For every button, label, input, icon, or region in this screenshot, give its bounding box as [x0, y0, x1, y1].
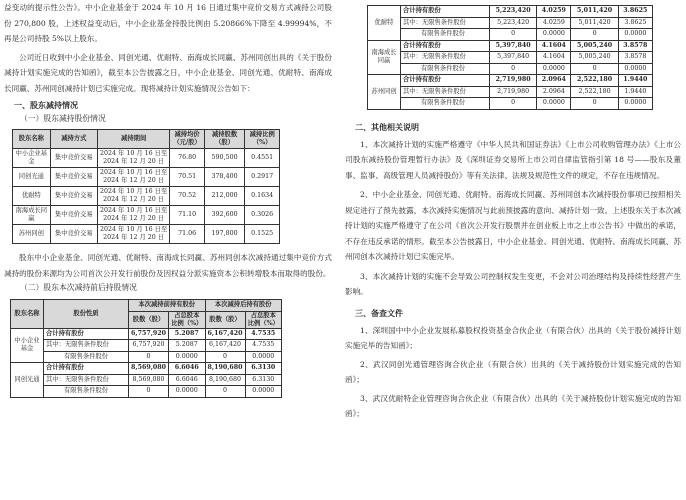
share-nature: 其中：无限售条件股份 [401, 86, 490, 98]
avg-price: 76.80 [170, 149, 204, 168]
before-ratio: 2.0964 [537, 75, 571, 87]
holder-name: 同创光通 [11, 363, 44, 398]
after-ratio: 3.8578 [618, 40, 652, 52]
before-shares: 0 [129, 386, 169, 398]
section-heading-other-notes: 二、其他相关说明 [355, 121, 419, 132]
holder-name: 优耐特 [368, 6, 401, 41]
avg-price: 71.10 [170, 206, 204, 225]
before-shares: 0 [490, 98, 537, 110]
before-ratio: 5.2087 [169, 340, 205, 352]
th-price: 减持均价（元/股） [170, 130, 204, 149]
table-row [13, 225, 280, 244]
before-ratio: 0.0000 [537, 29, 571, 41]
before-ratio: 6.6046 [169, 363, 205, 375]
before-shares: 0 [490, 29, 537, 41]
table-row [13, 187, 280, 206]
before-shares: 5,223,420 [490, 6, 537, 18]
holder-name: 同创光通 [13, 168, 51, 187]
note-2: 2、中小企业基金、同创光通、优耐特、南海成长同赢、苏州同创本次减持股份事项已按照相关规定进行了预先披露，本次减持实施情况与此前预披露的意向、减持计划一致。上述股东关于本次减持计划的实施严格遵守了在公司《首次公开发行股票并在创业板上市之上市公告书》中做出的承诺，不存在违反承诺的情形。截至本公告披露日，中小企业基金、同创光通、优耐特、南海成长同赢、苏州同创本次减持计划已实施完毕。 [345, 190, 681, 261]
share-nature: 合计持有股份 [401, 75, 490, 87]
before-ratio: 4.0259 [537, 6, 571, 18]
before-shares: 5,397,840 [490, 52, 537, 64]
after-ratio: 3.8625 [618, 17, 652, 29]
after-ratio: 4.7535 [245, 328, 281, 340]
after-shares: 0 [571, 29, 618, 41]
table-row [11, 363, 282, 375]
reduction-period: 2024 年 10 月 16 日至 2024 年 12 月 20 日 [97, 225, 169, 244]
th-period: 减持期间 [97, 130, 169, 149]
after-shares: 6,167,420 [205, 328, 245, 340]
before-shares: 2,719,980 [490, 86, 537, 98]
after-ratio: 0.0000 [618, 29, 652, 41]
after-shares: 2,522,180 [571, 86, 618, 98]
share-nature: 有限售条件股份 [44, 386, 129, 398]
after-shares: 8,190,680 [205, 363, 245, 375]
th-before-ratio: 占总股本比例（%） [169, 311, 205, 328]
before-ratio: 5.2087 [169, 328, 205, 340]
share-nature: 合计持有股份 [44, 328, 129, 340]
after-ratio: 0.0000 [618, 63, 652, 75]
after-shares: 6,167,420 [205, 340, 245, 352]
after-shares: 0 [571, 63, 618, 75]
holder-name: 优耐特 [13, 187, 51, 206]
before-ratio: 4.1604 [537, 40, 571, 52]
note-1: 1、本次减持计划的实施严格遵守《中华人民共和国证券法》《上市公司收购管理办法》《上市公司股东减持股份管理暂行办法》及《深圳证券交易所上市公司自律监管指引第 18 号——股东及董事、监事、高级管理人员减持股份》等有关法律、法规及规范性文件的规定，不存在违规情况。 [345, 139, 681, 180]
share-nature: 有限售条件股份 [44, 351, 129, 363]
share-nature: 其中：无限售条件股份 [44, 374, 129, 386]
before-ratio: 0.0000 [537, 63, 571, 75]
reduction-ratio: 0.2917 [245, 168, 280, 187]
holder-name: 南海成长同赢 [368, 40, 401, 75]
before-shares: 6,757,920 [129, 340, 169, 352]
th-after-ratio: 占总股本比例（%） [245, 311, 281, 328]
after-ratio: 6.3130 [245, 363, 281, 375]
reduction-period: 2024 年 10 月 16 日至 2024 年 12 月 20 日 [97, 187, 169, 206]
table-row [368, 6, 653, 18]
after-ratio: 1.9440 [618, 75, 652, 87]
reduction-ratio: 0.1634 [245, 187, 280, 206]
table-row [368, 29, 653, 41]
table-row [11, 328, 282, 340]
section-heading-reference-docs: 三、备查文件 [355, 307, 403, 318]
before-ratio: 4.0259 [537, 17, 571, 29]
before-ratio: 0.0000 [169, 386, 205, 398]
after-shares: 5,005,240 [571, 40, 618, 52]
shares-reduced: 212,000 [204, 187, 245, 206]
after-shares: 0 [571, 98, 618, 110]
table-row [11, 351, 282, 363]
reduction-ratio: 0.1525 [245, 225, 280, 244]
share-nature: 其中：无限售条件股份 [401, 17, 490, 29]
before-ratio: 2.0964 [537, 86, 571, 98]
holder-name: 中小企业基金 [11, 328, 44, 363]
share-nature: 其中：无限售条件股份 [44, 340, 129, 352]
after-ratio: 3.8578 [618, 52, 652, 64]
reference-doc-2: 2、武汉同创光通管理咨询合伙企业（有限合伙）出具的《关于减持股份计划实施完成的告知函》； [345, 359, 681, 384]
note-3: 3、本次减持计划的实施不会导致公司控制权发生变更，不会对公司治理结构及持续性经营产生影响。 [345, 271, 681, 296]
holder-name: 中小企业基金 [13, 149, 51, 168]
shares-reduced: 590,500 [204, 149, 245, 168]
table-row [368, 40, 653, 52]
reduction-table [12, 129, 280, 244]
subsection-heading-reduction-detail: （一）股东减持股份情况 [20, 114, 106, 123]
share-source-paragraph: 股东中小企业基金、同创光通、优耐特、南海成长同赢、苏州同创本次减持通过集中竞价方式减持的股份来源均为公司首次公开发行前股份及因权益分派实施资本公积转增股本而取得的股份。 [4, 253, 332, 278]
th-holder-name: 股东名称 [11, 300, 44, 329]
holder-name: 苏州同创 [368, 75, 401, 110]
th-share-nature: 股份性质 [44, 300, 129, 329]
avg-price: 71.06 [170, 225, 204, 244]
after-ratio: 0.0000 [245, 351, 281, 363]
share-nature: 合计持有股份 [401, 6, 490, 18]
before-shares: 8,569,080 [129, 374, 169, 386]
table-row [368, 52, 653, 64]
before-shares: 5,397,840 [490, 40, 537, 52]
holdings-table [10, 299, 282, 398]
after-shares: 0 [205, 351, 245, 363]
reference-doc-3: 3、武汉优耐特企业管理咨询合伙企业（有限合伙）出具的《关于减持股份计划实施完成的告知函》； [345, 393, 681, 418]
before-shares: 8,569,080 [129, 363, 169, 375]
reduction-period: 2024 年 10 月 16 日至 2024 年 12 月 20 日 [97, 168, 169, 187]
share-nature: 有限售条件股份 [401, 63, 490, 75]
before-ratio: 4.1604 [537, 52, 571, 64]
before-ratio: 6.6046 [169, 374, 205, 386]
share-nature: 其中：无限售条件股份 [401, 52, 490, 64]
right-column [345, 0, 681, 422]
after-ratio: 4.7535 [245, 340, 281, 352]
left-column [4, 0, 332, 398]
after-shares: 5,005,240 [571, 52, 618, 64]
th-holder: 股东名称 [13, 130, 51, 149]
th-before-shares: 股数（股） [129, 311, 169, 328]
avg-price: 70.51 [170, 168, 204, 187]
reduction-ratio: 0.3026 [245, 206, 280, 225]
table-row [368, 86, 653, 98]
table-row [11, 386, 282, 398]
holder-name: 苏州同创 [13, 225, 51, 244]
reduction-method: 集中竞价交易 [50, 187, 97, 206]
after-shares: 5,011,420 [571, 17, 618, 29]
after-ratio: 0.0000 [245, 386, 281, 398]
reduction-period: 2024 年 10 月 16 日至 2024 年 12 月 20 日 [97, 206, 169, 225]
intro-paragraph: 益变动的提示性公告》。中小企业基金于 2024 年 10 月 16 日通过集中竞价交易方式减持公司股份 270,800 股，上述权益变动后，中小企业基金持股比例由 5.20866%下降至 4.99994%，不再是公司持股 5%以上股东。 [4, 3, 332, 43]
share-nature: 有限售条件股份 [401, 98, 490, 110]
share-nature: 合计持有股份 [44, 363, 129, 375]
table-row [368, 17, 653, 29]
after-ratio: 3.8625 [618, 6, 652, 18]
after-shares: 0 [205, 386, 245, 398]
shares-reduced: 392,600 [204, 206, 245, 225]
reduction-method: 集中竞价交易 [50, 168, 97, 187]
table-row [11, 374, 282, 386]
after-shares: 5,011,420 [571, 6, 618, 18]
reduction-method: 集中竞价交易 [50, 149, 97, 168]
after-shares: 2,522,180 [571, 75, 618, 87]
share-nature: 有限售条件股份 [401, 29, 490, 41]
th-ratio: 减持比例（%） [245, 130, 280, 149]
before-shares: 0 [490, 63, 537, 75]
after-ratio: 6.3130 [245, 374, 281, 386]
holder-name: 南海成长同赢 [13, 206, 51, 225]
th-after-shares: 股数（股） [205, 311, 245, 328]
reduction-period: 2024 年 10 月 16 日至 2024 年 12 月 20 日 [97, 149, 169, 168]
th-before: 本次减持前持有股份 [129, 300, 206, 312]
before-shares: 2,719,980 [490, 75, 537, 87]
shares-reduced: 197,800 [204, 225, 245, 244]
before-shares: 6,757,920 [129, 328, 169, 340]
before-shares: 0 [129, 351, 169, 363]
table-row [13, 206, 280, 225]
share-nature: 合计持有股份 [401, 40, 490, 52]
after-ratio: 0.0000 [618, 98, 652, 110]
before-ratio: 0.0000 [169, 351, 205, 363]
before-shares: 5,223,420 [490, 17, 537, 29]
section-heading-reduction: 一、股东减持情况 [14, 100, 78, 110]
reduction-ratio: 0.4551 [245, 149, 280, 168]
reference-doc-1: 1、深圳国中中小企业发展私募股权投资基金合伙企业（有限合伙）出具的《关于股份减持计划实施完毕的告知函》； [345, 325, 681, 350]
after-ratio: 1.9440 [618, 86, 652, 98]
avg-price: 70.52 [170, 187, 204, 206]
th-after: 本次减持后持有股份 [205, 300, 282, 312]
table-row [11, 340, 282, 352]
table-row [13, 168, 280, 187]
before-ratio: 0.0000 [537, 98, 571, 110]
table-row [368, 75, 653, 87]
reduction-method: 集中竞价交易 [50, 225, 97, 244]
table-row [13, 149, 280, 168]
subsection-heading-before-after: （二）股东本次减持前后持股情况 [20, 283, 137, 292]
after-shares: 8,190,680 [205, 374, 245, 386]
table-row [368, 98, 653, 110]
shares-reduced: 378,400 [204, 168, 245, 187]
reduction-method: 集中竞价交易 [50, 206, 97, 225]
holdings-table-continued [367, 5, 653, 110]
th-shares: 减持股数（股） [204, 130, 245, 149]
notice-paragraph: 公司近日收到中小企业基金、同创光通、优耐特、南海成长同赢、苏州同创出具的《关于股份减持计划实施完成的告知函》，截至本公告披露之日，中小企业基金、同创光通、优耐特、南海成长同赢、苏州同创减持计划已实施完成。现将减持计划实施情况公告如下： [4, 52, 332, 93]
table-row [368, 63, 653, 75]
th-method: 减持方式 [50, 130, 97, 149]
